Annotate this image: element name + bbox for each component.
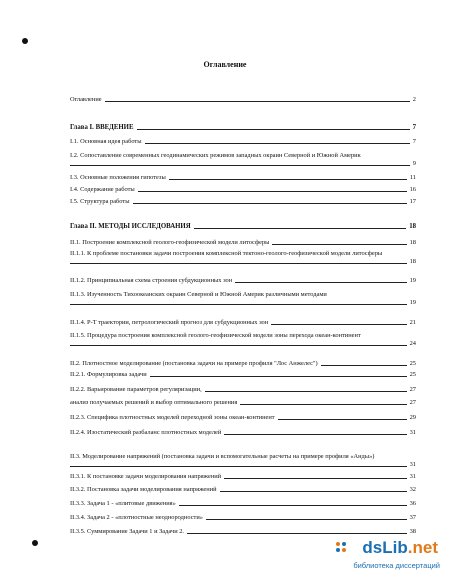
toc-entry (70, 429, 416, 437)
toc-page-number: 7 (412, 138, 416, 145)
toc-page-number: 24 (409, 339, 416, 347)
toc-page-number: 37 (409, 514, 416, 521)
toc-entry (70, 399, 416, 407)
toc-leader-line (206, 519, 407, 520)
scan-mark-top-left (22, 38, 28, 44)
toc-entry-text: II.3.4. Задача 2 - «плотностные неоднородности» (70, 514, 203, 521)
toc-entry (70, 250, 416, 265)
toc-page-number: 19 (409, 277, 416, 284)
toc-page-number: 31 (409, 429, 416, 436)
toc-leader-line (272, 244, 406, 245)
toc-entry (70, 96, 416, 104)
toc-entry (70, 528, 416, 536)
toc-leader-line (321, 365, 407, 366)
toc-entry-text: II.3.2. Постановка задачи моделирования напряжений (70, 486, 217, 493)
watermark (330, 538, 442, 572)
page-title: Оглавление (203, 60, 247, 69)
toc-page-number: 9 (412, 159, 416, 167)
toc-entry (70, 174, 416, 182)
toc-leader-line (70, 304, 407, 305)
toc-entry (70, 277, 416, 285)
toc-entry (70, 198, 416, 206)
toc-entry-text: II.3.3. Задача 1 - «плитовые движения» (70, 500, 176, 507)
toc-page-number: 25 (409, 371, 416, 378)
toc-entry-text: II.1.1. К проблеме постановки задачи построения комплексной тектоно-геолого-геофизической модели литосферы (70, 250, 383, 257)
toc-leader-line (187, 533, 407, 534)
toc-leader-line (194, 228, 407, 229)
toc-entry-text: II.1. Построение комплексной геолого-геофизической модели литосферы (70, 239, 270, 246)
toc-entry-text: I.3. Основные положения гипотезы (70, 174, 166, 181)
toc-entry (70, 291, 416, 306)
toc-entry (70, 371, 416, 379)
toc-page-number: 21 (409, 319, 416, 326)
toc-entry (70, 473, 416, 481)
toc-page-number: 17 (409, 198, 416, 205)
toc-entry (70, 514, 416, 522)
toc-page-number: 32 (409, 486, 416, 493)
toc-entry-text: II.1.4. P-T траектории, петрологический прогноз для субдукционных зон (70, 319, 269, 326)
toc-page-number: 38 (409, 528, 416, 535)
toc-page-number: 16 (409, 186, 416, 193)
toc-entry (70, 386, 416, 394)
toc-entry (70, 239, 416, 247)
toc-page-number: 31 (409, 473, 416, 480)
toc-entry-text: Глава II. МЕТОДЫ ИССЛЕДОВАНИЯ (70, 223, 191, 230)
toc-leader-line (70, 263, 407, 264)
toc-entry-text: Оглавление (70, 96, 102, 103)
toc-entry-text: II.3. Моделирование напряжений (постановка задачи и вспомогательные расчеты на примере профиля «Анды») (70, 453, 375, 460)
toc-page-number: 11 (409, 174, 416, 181)
toc-entry-text: I.1. Основная идея работы (70, 138, 142, 145)
toc-leader-line (70, 466, 407, 467)
toc-entry (70, 486, 416, 494)
toc-leader-line (220, 491, 407, 492)
toc-entry (70, 186, 416, 194)
toc-entry-text: II.3.5. Суммирование Задачи 1 и Задачи 2. (70, 528, 185, 535)
scan-mark-bottom-left (32, 540, 38, 546)
toc-page-number: 18 (409, 223, 416, 230)
toc-leader-line (224, 434, 406, 435)
toc-entry-text: II.2.3. Специфика плотностных моделей переходной зоны океан-континент (70, 414, 275, 421)
toc-entry-text: I.4. Содержание работы (70, 186, 135, 193)
toc-page-number: 27 (409, 386, 416, 393)
toc-entry-text: анализ получаемых решений и выбор оптимального решения (70, 399, 238, 406)
toc-page-number: 18 (409, 239, 416, 246)
toc-entry-text: II.2.4. Изостатический разбаланс плотностных моделей (70, 429, 222, 436)
toc-leader-line (205, 391, 407, 392)
toc-entry (70, 138, 416, 146)
toc-leader-line (145, 143, 410, 144)
toc-entry (70, 223, 416, 231)
toc-page-number: 19 (409, 298, 416, 306)
toc-entry (70, 414, 416, 422)
toc-entry-text: II.2.2. Варьирование параметров регуляризации, (70, 386, 202, 393)
toc-entry (70, 453, 416, 468)
toc-entry-text: II.1.5. Процедура построения комплексной геолого-геофизической модели зоны перехода океан-континент (70, 332, 361, 339)
toc-entry-text: II.3.1. К постановке задачи моделирования напряжений (70, 473, 222, 480)
toc-leader-line (70, 345, 407, 346)
toc-entry (70, 152, 416, 167)
watermark-subtitle: библиотека диссертаций (353, 561, 440, 570)
watermark-logo: dsLib.net (362, 538, 438, 557)
toc-page-number: 27 (409, 399, 416, 406)
toc-entry-text: I.5. Структура работы (70, 198, 130, 205)
toc-leader-line (133, 203, 407, 204)
toc-leader-line (179, 505, 407, 506)
toc-entry-text: Глава I. ВВЕДЕНИЕ (70, 124, 134, 131)
toc-entry-text: II.2. Плотностное моделирование (постановка задачи на примере профиля "Лос Анжелес") (70, 360, 318, 367)
toc-leader-line (150, 376, 407, 377)
toc-page-number: 25 (409, 360, 416, 367)
toc-page-number: 18 (409, 257, 416, 265)
toc-page-number: 29 (409, 414, 416, 421)
toc-leader-line (224, 478, 407, 479)
toc-entry-text: I.2. Сопоставление современных геодинамических режимов западных окраин Северной и Южной Америк (70, 152, 361, 159)
toc-page-number: 2 (412, 96, 416, 103)
toc-page-number: 31 (409, 460, 416, 468)
toc-leader-line (235, 282, 406, 283)
toc-leader-line (271, 324, 406, 325)
toc-leader-line (278, 419, 407, 420)
toc-page-number: 36 (409, 500, 416, 507)
toc-leader-line (138, 191, 407, 192)
toc-entry (70, 500, 416, 508)
toc-leader-line (137, 129, 410, 130)
toc-entry-text: II.2.1. Формулировка задачи (70, 371, 147, 378)
toc-page-number: 7 (412, 124, 416, 131)
toc-leader-line (70, 165, 410, 166)
toc-entry-text: II.1.3. Изученность Тихоокеанских окраин Северной и Южной Америк различными методами (70, 291, 327, 298)
dslib-logo-icon (334, 540, 348, 554)
toc-entry (70, 319, 416, 327)
toc-entry (70, 360, 416, 368)
toc-leader-line (240, 404, 406, 405)
toc-entry (70, 332, 416, 347)
toc-entry-text: II.1.2. Принципиальная схема строения субдукционных зон (70, 277, 233, 284)
toc-leader-line (169, 179, 407, 180)
toc-leader-line (105, 101, 410, 102)
toc-entry (70, 124, 416, 132)
